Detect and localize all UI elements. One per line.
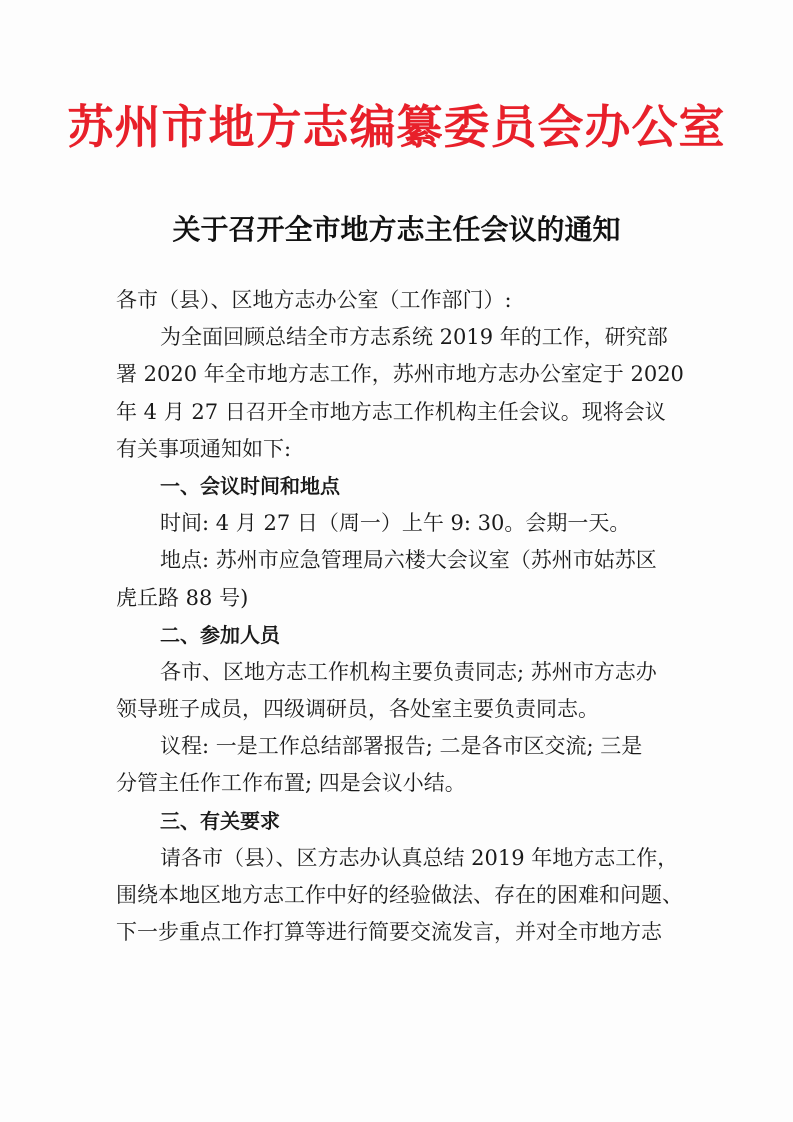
salutation: 各市（县）、区地方志办公室（工作部门）: (116, 288, 512, 312)
agenda-line: 议程: 一是工作总结部署报告; 二是各市区交流; 三是 (160, 734, 643, 759)
agenda-line: 分管主任作工作布置; 四是会议小结。 (116, 771, 466, 796)
intro-line: 为全面回顾总结全市方志系统 2019 年的工作，研究部 (160, 325, 668, 350)
section-heading-3: 三、有关要求 (160, 808, 280, 833)
attendees-line: 领导班子成员，四级调研员，各处室主要负责同志。 (116, 697, 599, 722)
masthead-title: 苏州市地方志编纂委员会办公室 (67, 100, 726, 154)
requirements-line: 请各市（县）、区方志办认真总结 2019 年地方志工作， (160, 845, 679, 870)
intro-line: 署 2020 年全市地方志工作，苏州市地方志办公室定于 2020 (116, 362, 684, 387)
notice-title: 关于召开全市地方志主任会议的通知 (172, 213, 621, 246)
meeting-time: 时间: 4 月 27 日（周一）上午 9: 30。会期一天。 (160, 511, 631, 536)
intro-line: 有关事项通知如下: (116, 436, 292, 461)
intro-line: 年 4 月 27 日召开全市地方志工作机构主任会议。现将会议 (116, 399, 666, 424)
document-body (116, 282, 684, 951)
attendees-line: 各市、区地方志工作机构主要负责同志; 苏州市方志办 (160, 659, 657, 684)
requirements-line: 下一步重点工作打算等进行简要交流发言，并对全市地方志 (116, 920, 662, 945)
meeting-place-line: 地点: 苏州市应急管理局六楼大会议室（苏州市姑苏区 (160, 548, 657, 573)
requirements-line: 围绕本地区地方志工作中好的经验做法、存在的困难和问题、 (116, 883, 683, 907)
meeting-place-line: 虎丘路 88 号) (116, 585, 249, 610)
section-heading-2: 二、参加人员 (160, 622, 280, 647)
section-heading-1: 一、会议时间和地点 (160, 473, 340, 498)
